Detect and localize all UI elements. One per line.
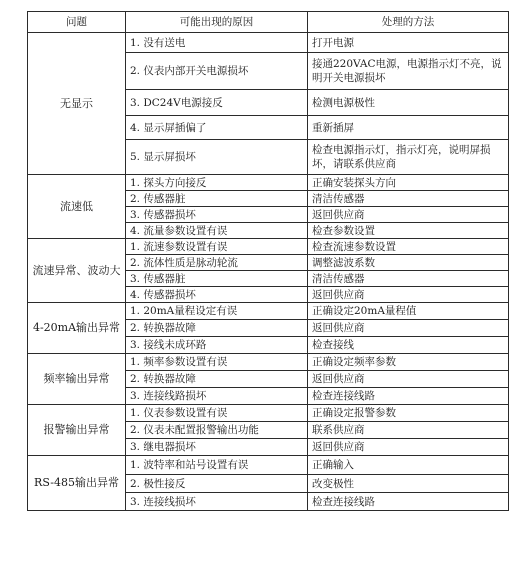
solution-cell: 检查连接线路	[308, 388, 509, 405]
problem-cell: 流速异常、波动大	[28, 239, 126, 303]
cause-cell: 2. 仪表未配置报警输出功能	[126, 422, 308, 439]
cause-cell: 3. 继电器损坏	[126, 439, 308, 456]
table-row	[28, 239, 509, 255]
solution-cell: 返回供应商	[308, 287, 509, 303]
troubleshooting-table	[27, 11, 509, 511]
cause-cell: 2. 传感器脏	[126, 191, 308, 207]
solution-cell: 正确设定20mA量程值	[308, 303, 509, 320]
cause-cell: 4. 传感器损坏	[126, 287, 308, 303]
header-cause: 可能出现的原因	[126, 12, 308, 33]
cause-cell: 2. 转换器故障	[126, 320, 308, 337]
table-row	[28, 175, 509, 191]
cause-cell: 4. 显示屏插偏了	[126, 116, 308, 140]
table-header	[28, 12, 509, 33]
solution-cell: 检查流速参数设置	[308, 239, 509, 255]
problem-cell: RS-485输出异常	[28, 456, 126, 511]
header-solution: 处理的方法	[308, 12, 509, 33]
cause-cell: 3. 连接线损坏	[126, 493, 308, 511]
table-row	[28, 303, 509, 320]
header-problem: 问题	[28, 12, 126, 33]
table-body	[28, 33, 509, 511]
cause-cell: 1. 波特率和站号设置有误	[126, 456, 308, 475]
solution-cell: 调整滤波系数	[308, 255, 509, 271]
problem-cell: 报警输出异常	[28, 405, 126, 456]
solution-cell: 返回供应商	[308, 207, 509, 223]
solution-cell: 正确安装探头方向	[308, 175, 509, 191]
solution-cell: 正确设定报警参数	[308, 405, 509, 422]
solution-cell: 联系供应商	[308, 422, 509, 439]
solution-cell: 检查电源指示灯，指示灯亮，说明屏损坏，请联系供应商	[308, 140, 509, 175]
cause-cell: 1. 20mA量程设定有误	[126, 303, 308, 320]
solution-cell: 打开电源	[308, 33, 509, 53]
cause-cell: 3. 传感器损坏	[126, 207, 308, 223]
table-row	[28, 456, 509, 475]
cause-cell: 2. 流体性质是脉动轮流	[126, 255, 308, 271]
table-row	[28, 33, 509, 53]
table-row	[28, 354, 509, 371]
solution-cell: 接通220VAC电源，电源指示灯不亮，说明开关电源损坏	[308, 53, 509, 90]
cause-cell: 1. 没有送电	[126, 33, 308, 53]
problem-cell: 4-20mA输出异常	[28, 303, 126, 354]
cause-cell: 1. 仪表参数设置有误	[126, 405, 308, 422]
solution-cell: 返回供应商	[308, 439, 509, 456]
cause-cell: 2. 仪表内部开关电源损坏	[126, 53, 308, 90]
cause-cell: 3. DC24V电源接反	[126, 90, 308, 116]
solution-cell: 返回供应商	[308, 320, 509, 337]
solution-cell: 检测电源极性	[308, 90, 509, 116]
solution-cell: 检查参数设置	[308, 223, 509, 239]
solution-cell: 重新插屏	[308, 116, 509, 140]
solution-cell: 检查连接线路	[308, 493, 509, 511]
table-row	[28, 405, 509, 422]
solution-cell: 正确输入	[308, 456, 509, 475]
cause-cell: 1. 频率参数设置有误	[126, 354, 308, 371]
problem-cell: 流速低	[28, 175, 126, 239]
cause-cell: 3. 连接线路损坏	[126, 388, 308, 405]
cause-cell: 5. 显示屏损坏	[126, 140, 308, 175]
header-row	[28, 12, 509, 33]
solution-cell: 检查接线	[308, 337, 509, 354]
problem-cell: 无显示	[28, 33, 126, 175]
cause-cell: 4. 流量参数设置有误	[126, 223, 308, 239]
cause-cell: 3. 传感器脏	[126, 271, 308, 287]
solution-cell: 清洁传感器	[308, 271, 509, 287]
cause-cell: 2. 转换器故障	[126, 371, 308, 388]
cause-cell: 2. 极性接反	[126, 475, 308, 493]
cause-cell: 1. 流速参数设置有误	[126, 239, 308, 255]
cause-cell: 1. 探头方向接反	[126, 175, 308, 191]
solution-cell: 清洁传感器	[308, 191, 509, 207]
solution-cell: 正确设定频率参数	[308, 354, 509, 371]
solution-cell: 改变极性	[308, 475, 509, 493]
problem-cell: 频率输出异常	[28, 354, 126, 405]
solution-cell: 返回供应商	[308, 371, 509, 388]
cause-cell: 3. 接线未成环路	[126, 337, 308, 354]
